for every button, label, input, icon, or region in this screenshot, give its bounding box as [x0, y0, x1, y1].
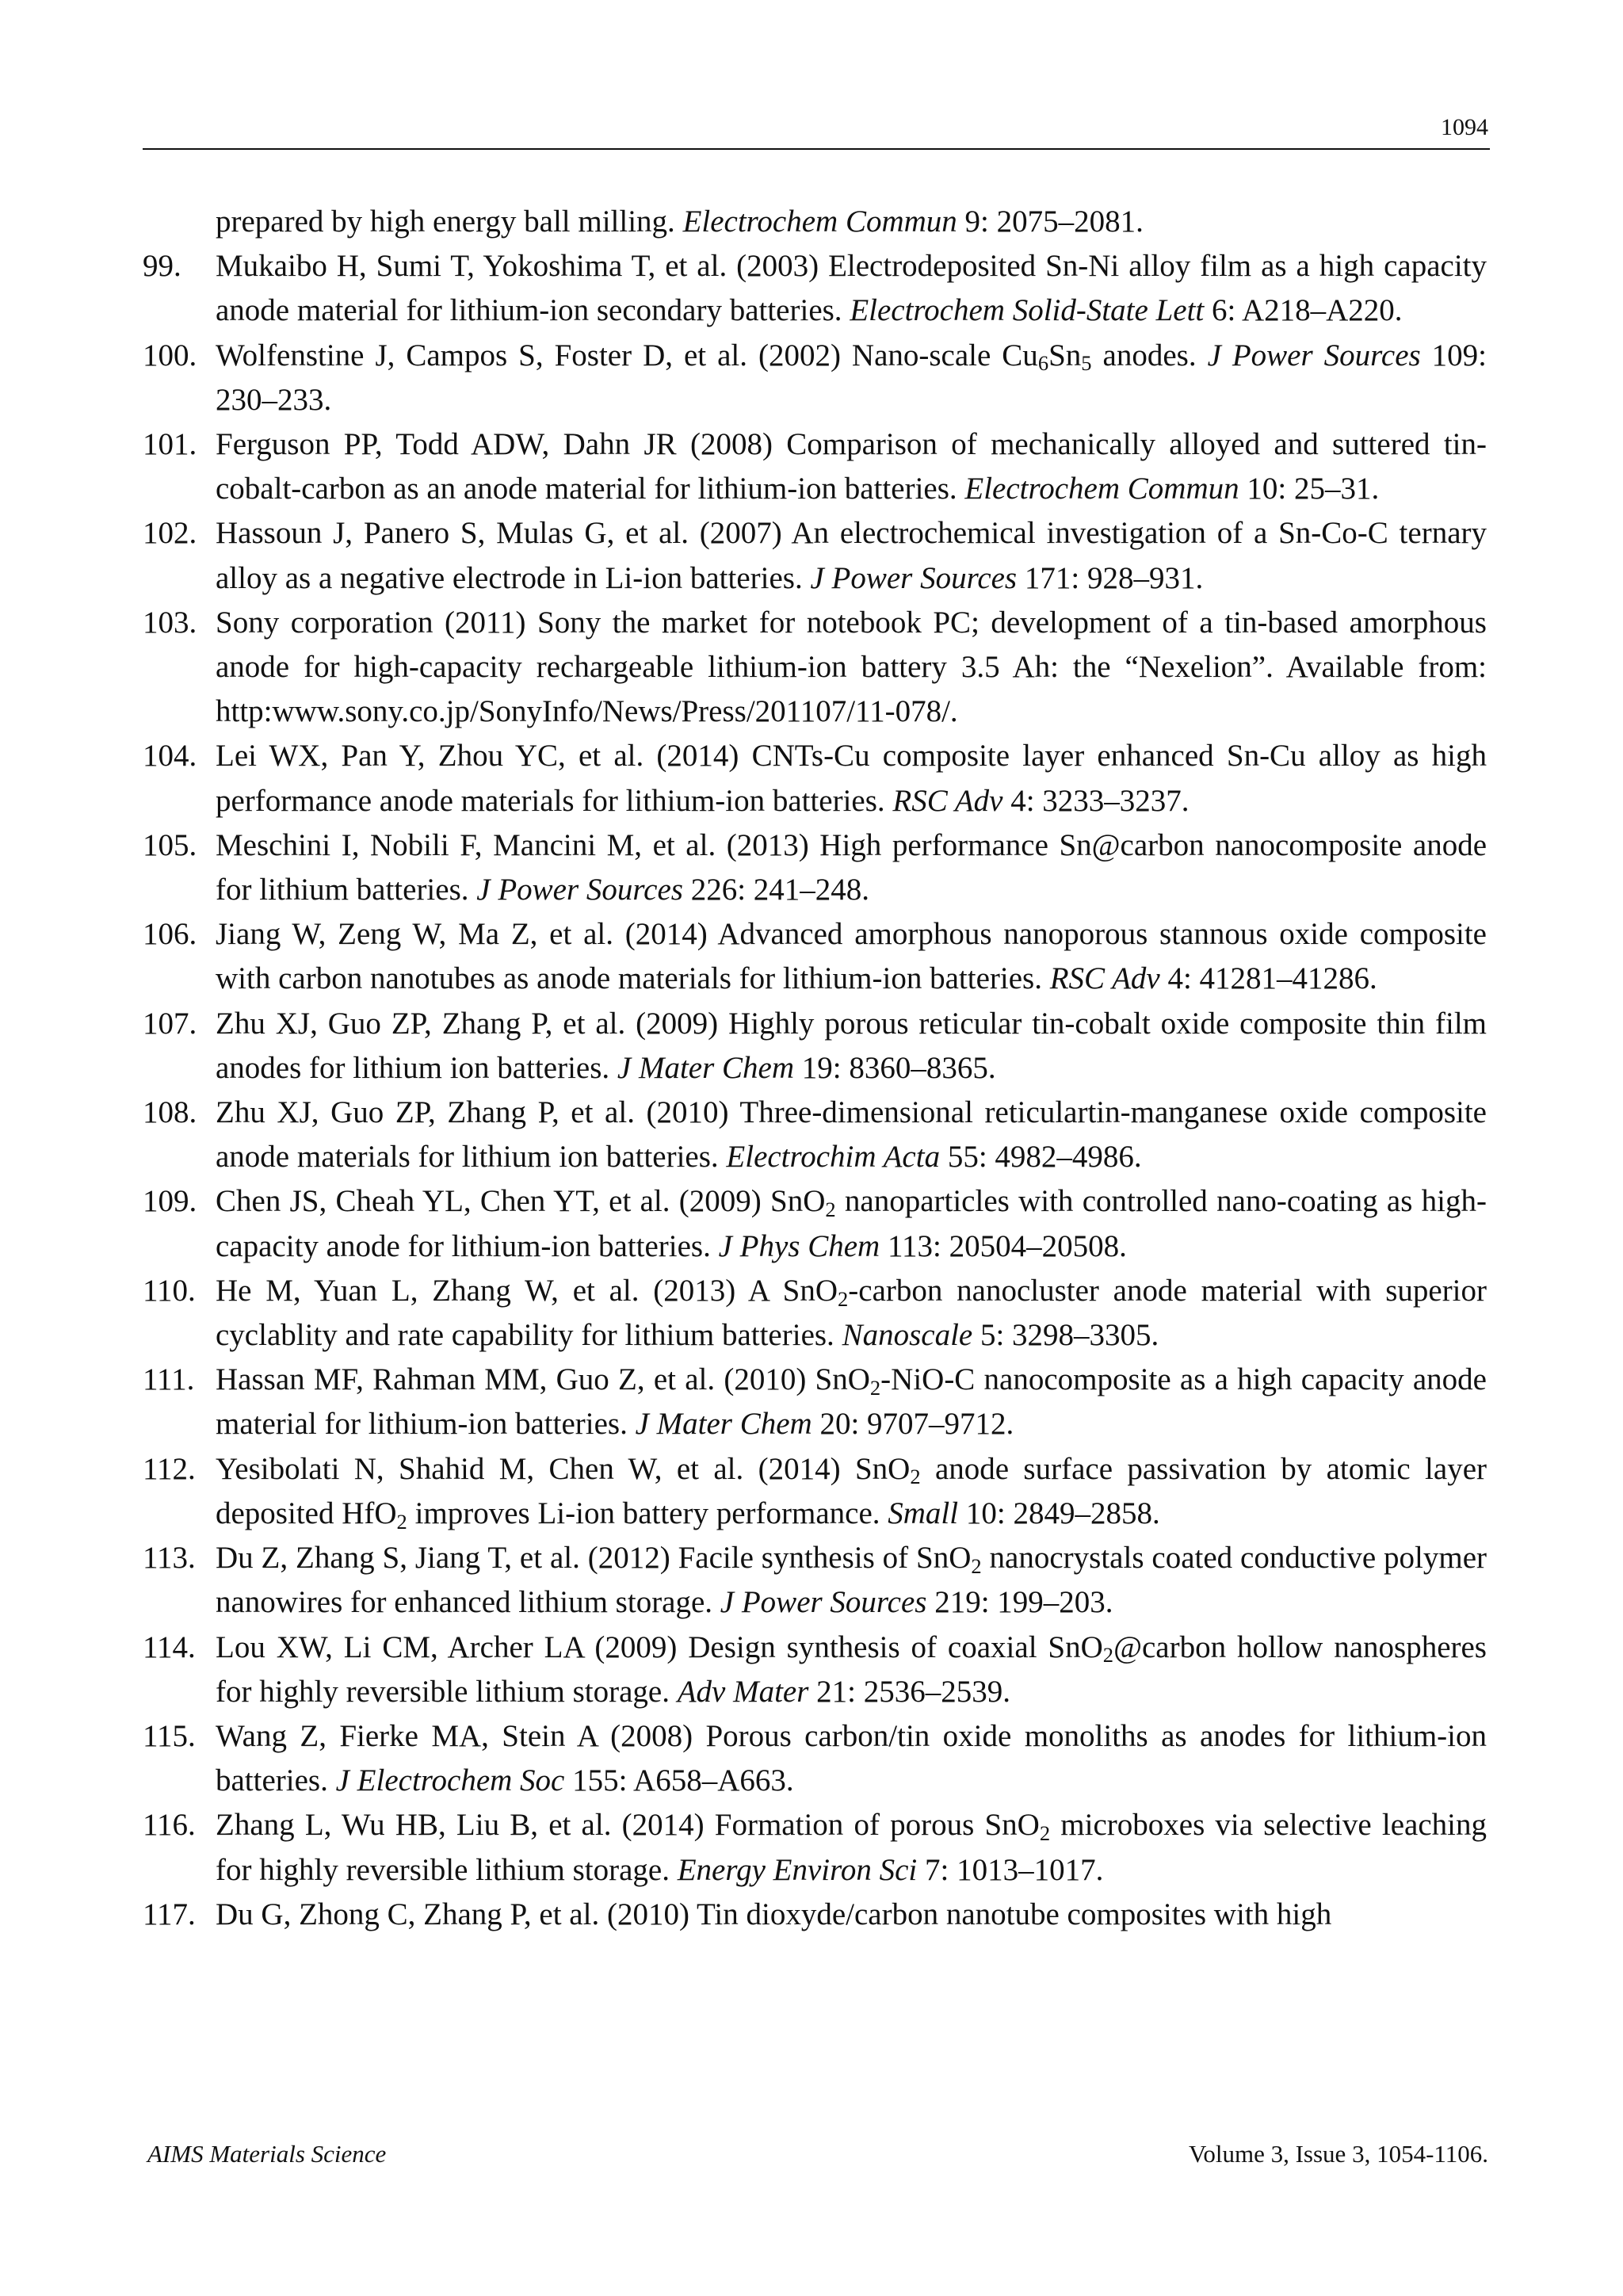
- journal-name: Electrochem Commun: [682, 204, 957, 239]
- journal-name: Nanoscale: [842, 1318, 973, 1353]
- reference-segment: Ferguson PP, Todd ADW, Dahn JR (2008) Comparison of mechanically alloyed and suttered tin-cobalt-carbon as an anode material for lithium-ion batteries.: [216, 427, 1487, 506]
- reference-segment: -carbon nanocluster anode material with superior cyclablity and rate capability for lithium batteries.: [216, 1273, 1487, 1353]
- reference-number: 109.: [143, 1184, 197, 1219]
- reference-segment: -NiO-C nanocomposite as a high capacity anode material for lithium-ion batteries.: [216, 1362, 1487, 1442]
- subscript: 2: [1039, 1820, 1051, 1845]
- reference-text: [216, 1091, 1487, 1179]
- reference-number: 111.: [143, 1362, 195, 1397]
- reference-number: 112.: [143, 1451, 196, 1486]
- journal-name: Electrochem Solid-State Lett: [850, 293, 1205, 328]
- reference-number: 115.: [143, 1718, 196, 1753]
- reference-segment: @carbon hollow nanospheres for highly reversible lithium storage.: [216, 1629, 1487, 1709]
- reference-number: 104.: [143, 739, 197, 774]
- reference-item: [143, 244, 1487, 333]
- reference-segment: 226: 241–248.: [682, 873, 870, 907]
- reference-item: [143, 1626, 1487, 1714]
- reference-number: 105.: [143, 827, 197, 862]
- reference-segment: Zhu XJ, Guo ZP, Zhang P, et al. (2009) Highly porous reticular tin-cobalt oxide composite thin film anodes for lithium ion batteries.: [216, 1006, 1487, 1085]
- journal-name: Small: [888, 1496, 959, 1530]
- reference-item: [143, 1002, 1487, 1091]
- reference-segment: 21: 2536–2539.: [808, 1674, 1010, 1709]
- reference-number: 101.: [143, 427, 197, 462]
- reference-segment: 155: A658–A663.: [564, 1763, 794, 1798]
- reference-continuation: [143, 200, 1487, 244]
- subscript: 5: [1081, 351, 1092, 376]
- reference-segment: Zhu XJ, Guo ZP, Zhang P, et al. (2010) Three-dimensional reticulartin-manganese oxide composite anode materials for lithium ion batteries.: [216, 1095, 1487, 1175]
- reference-number: 110.: [143, 1273, 196, 1308]
- reference-item: [143, 1179, 1487, 1268]
- reference-number: 116.: [143, 1808, 196, 1843]
- journal-name: J Power Sources: [1207, 338, 1421, 372]
- reference-item: [143, 734, 1487, 823]
- reference-segment: 113: 20504–20508.: [880, 1228, 1127, 1263]
- reference-segment: Sony corporation (2011) Sony the market for notebook PC; development of a tin-based amorphous anode for high-capacity rechargeable lithium-ion battery 3.5 Ah: the “Nexelion”. Available from: http:www.sony.co.jp/SonyInfo/News/Press/201107/11-078/.: [216, 605, 1487, 729]
- reference-list: [143, 200, 1487, 1937]
- reference-text: [216, 734, 1487, 823]
- footer-journal: AIMS Materials Science: [147, 2140, 387, 2168]
- journal-name: J Mater Chem: [635, 1407, 812, 1442]
- reference-text: [216, 1269, 1487, 1358]
- reference-segment: Hassoun J, Panero S, Mulas G, et al. (2007) An electrochemical investigation of a Sn-Co-C ternary alloy as a negative electrode in Li-ion batteries.: [216, 516, 1487, 595]
- reference-item: [143, 334, 1487, 422]
- reference-segment: 20: 9707–9712.: [812, 1407, 1014, 1442]
- reference-text: [216, 511, 1487, 600]
- reference-segment: Du Z, Zhang S, Jiang T, et al. (2012) Facile synthesis of SnO: [216, 1541, 972, 1576]
- reference-segment: Lei WX, Pan Y, Zhou YC, et al. (2014) CNTs-Cu composite layer enhanced Sn-Cu alloy as high performance anode materials for lithium-ion batteries.: [216, 739, 1487, 818]
- reference-segment: Zhang L, Wu HB, Liu B, et al. (2014) Formation of porous SnO: [216, 1808, 1040, 1843]
- reference-segment: 6: A218–A220.: [1204, 293, 1403, 328]
- header-rule: [143, 148, 1490, 150]
- reference-text: [216, 1536, 1487, 1625]
- reference-item: [143, 1358, 1487, 1446]
- reference-segment: 4: 3233–3237.: [1002, 783, 1190, 818]
- journal-name: J Power Sources: [720, 1585, 927, 1620]
- reference-item: [143, 1803, 1487, 1892]
- reference-segment: Du G, Zhong C, Zhang P, et al. (2010) Tin dioxyde/carbon nanotube composites with high: [216, 1897, 1332, 1931]
- reference-segment: nanocrystals coated conductive polymer nanowires for enhanced lithium storage.: [216, 1541, 1487, 1620]
- reference-text: prepared by high energy ball milling. Electrochem Commun 9: 2075–2081.: [216, 204, 1144, 239]
- reference-segment: 219: 199–203.: [926, 1585, 1113, 1620]
- journal-name: Electrochem Commun: [964, 472, 1239, 506]
- subscript: 2: [396, 1509, 407, 1534]
- reference-item: [143, 511, 1487, 600]
- subscript: 2: [1102, 1643, 1114, 1668]
- reference-item: [143, 1091, 1487, 1179]
- reference-segment: Sn: [1048, 338, 1082, 372]
- reference-item: [143, 422, 1487, 511]
- reference-segment: Wolfenstine J, Campos S, Foster D, et al. (2002) Nano-scale Cu: [216, 338, 1038, 372]
- journal-name: J Phys Chem: [718, 1228, 880, 1263]
- subscript: 2: [910, 1465, 921, 1489]
- reference-segment: Chen JS, Cheah YL, Chen YT, et al. (2009) SnO: [216, 1184, 826, 1219]
- footer-volume: Volume 3, Issue 3, 1054-1106.: [1188, 2140, 1488, 2168]
- reference-text: [216, 244, 1487, 333]
- reference-number: 99.: [143, 249, 181, 284]
- reference-text: [216, 1893, 1487, 1937]
- reference-segment: 55: 4982–4986.: [940, 1140, 1142, 1175]
- reference-text: [216, 1002, 1487, 1091]
- reference-segment: Meschini I, Nobili F, Mancini M, et al. (2013) High performance Sn@carbon nanocomposite anode for lithium batteries.: [216, 827, 1487, 907]
- reference-text: [216, 823, 1487, 912]
- reference-number: 113.: [143, 1541, 196, 1576]
- reference-item: [143, 823, 1487, 912]
- reference-text: [216, 1358, 1487, 1446]
- reference-number: 117.: [143, 1897, 196, 1931]
- reference-segment: 10: 25–31.: [1239, 472, 1380, 506]
- journal-name: Adv Mater: [677, 1674, 809, 1709]
- reference-segment: 10: 2849–2858.: [958, 1496, 1160, 1530]
- reference-segment: nanoparticles with controlled nano-coating as high-capacity anode for lithium-ion batteries.: [216, 1184, 1487, 1263]
- reference-text: [216, 334, 1487, 422]
- journal-name: J Mater Chem: [617, 1050, 794, 1085]
- reference-number: 114.: [143, 1629, 196, 1664]
- reference-item: [143, 1714, 1487, 1803]
- reference-segment: Jiang W, Zeng W, Ma Z, et al. (2014) Advanced amorphous nanoporous stannous oxide composite with carbon nanotubes as anode materials for lithium-ion batteries.: [216, 917, 1487, 996]
- reference-text: [216, 1626, 1487, 1714]
- reference-number: 103.: [143, 605, 197, 640]
- reference-item: [143, 912, 1487, 1001]
- subscript: 2: [838, 1286, 849, 1311]
- reference-segment: 7: 1013–1017.: [917, 1852, 1104, 1887]
- reference-text: [216, 912, 1487, 1001]
- reference-segment: Hassan MF, Rahman MM, Guo Z, et al. (2010) SnO: [216, 1362, 870, 1397]
- subscript: 2: [825, 1198, 836, 1222]
- reference-item: [143, 1893, 1487, 1937]
- journal-name: Electrochim Acta: [726, 1140, 941, 1175]
- reference-number: 106.: [143, 917, 197, 952]
- reference-text: [216, 601, 1487, 735]
- reference-text: [216, 422, 1487, 511]
- reference-text: [216, 1447, 1487, 1536]
- reference-text: [216, 1714, 1487, 1803]
- reference-segment: microboxes via selective leaching for highly reversible lithium storage.: [216, 1808, 1487, 1887]
- reference-number: 102.: [143, 516, 197, 551]
- reference-segment: improves Li-ion battery performance.: [407, 1496, 888, 1530]
- reference-item: [143, 1536, 1487, 1625]
- journal-name: J Power Sources: [810, 560, 1018, 595]
- reference-segment: 4: 41281–41286.: [1159, 961, 1377, 996]
- reference-number: 107.: [143, 1006, 197, 1041]
- subscript: 6: [1037, 351, 1049, 376]
- reference-segment: Lou XW, Li CM, Archer LA (2009) Design synthesis of coaxial SnO: [216, 1629, 1103, 1664]
- reference-segment: anodes.: [1091, 338, 1208, 372]
- reference-number: 108.: [143, 1095, 197, 1130]
- journal-name: RSC Adv: [1049, 961, 1160, 996]
- reference-segment: 109: 230–233.: [216, 338, 1487, 417]
- reference-segment: Yesibolati N, Shahid M, Chen W, et al. (2014) SnO: [216, 1451, 911, 1486]
- reference-segment: 19: 8360–8365.: [794, 1050, 996, 1085]
- journal-name: Energy Environ Sci: [677, 1852, 918, 1887]
- journal-name: J Power Sources: [476, 873, 683, 907]
- page-number: 1094: [1441, 114, 1488, 140]
- reference-segment: Wang Z, Fierke MA, Stein A (2008) Porous carbon/tin oxide monoliths as anodes for lithium-ion batteries.: [216, 1718, 1487, 1798]
- reference-item: [143, 601, 1487, 735]
- reference-item: [143, 1269, 1487, 1358]
- reference-segment: 171: 928–931.: [1017, 560, 1204, 595]
- subscript: 2: [971, 1553, 982, 1578]
- reference-segment: 5: 3298–3305.: [972, 1318, 1159, 1353]
- reference-segment: Mukaibo H, Sumi T, Yokoshima T, et al. (2003) Electrodeposited Sn-Ni alloy film as a high capacity anode material for lithium-ion secondary batteries.: [216, 249, 1487, 328]
- subscript: 2: [869, 1375, 881, 1400]
- reference-segment: anode surface passivation by atomic layer deposited HfO: [216, 1451, 1487, 1530]
- reference-number: 100.: [143, 338, 197, 372]
- reference-text: [216, 1179, 1487, 1268]
- journal-name: RSC Adv: [892, 783, 1003, 818]
- journal-name: J Electrochem Soc: [335, 1763, 565, 1798]
- reference-text: [216, 1803, 1487, 1892]
- reference-item: [143, 1447, 1487, 1536]
- reference-segment: He M, Yuan L, Zhang W, et al. (2013) A SnO: [216, 1273, 838, 1308]
